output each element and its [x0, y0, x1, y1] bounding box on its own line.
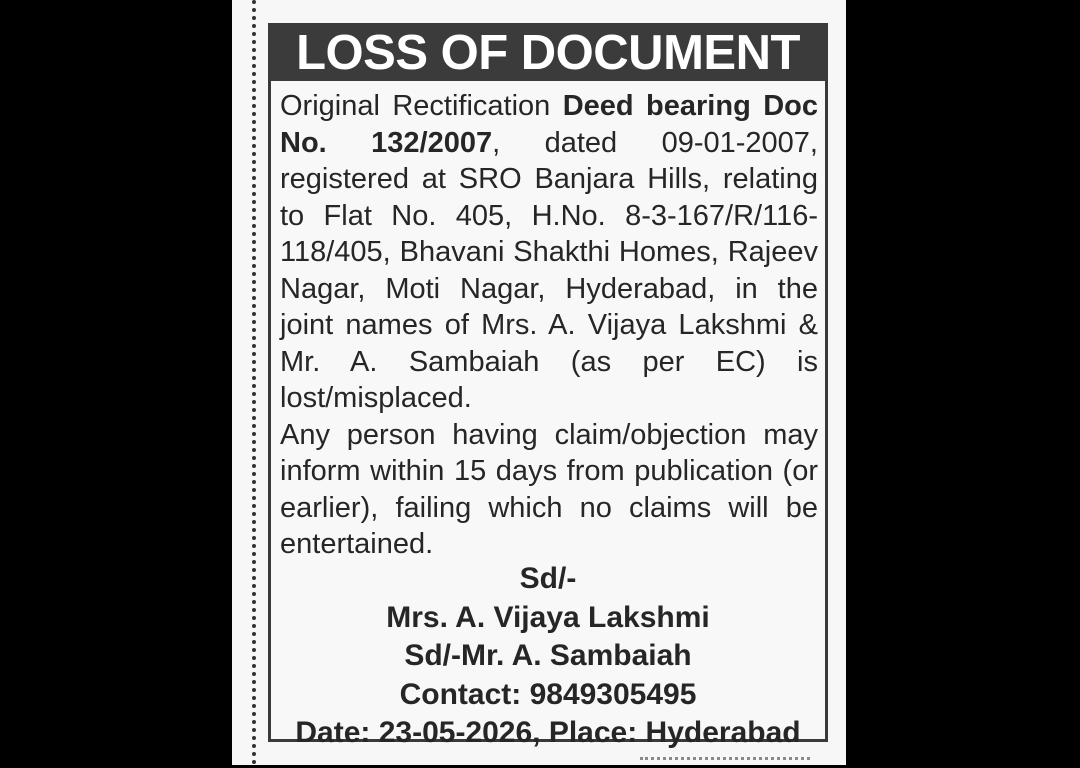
notice-headline: LOSS OF DOCUMENT — [271, 26, 825, 81]
date-place: Date: 23-05-2026, Place: Hyderabad — [295, 716, 801, 749]
notice-body — [280, 88, 818, 563]
notice-signoff — [271, 560, 825, 753]
cropped-text-fragment — [640, 757, 810, 768]
column-divider — [252, 0, 256, 765]
details-lead: Original Rectification — [280, 90, 563, 122]
signature-mark: Sd/- — [519, 562, 577, 595]
classified-notice — [268, 23, 828, 749]
signatory-name-2: Sd/-Mr. A. Sambaiah — [404, 639, 692, 672]
signatory-name-1: Mrs. A. Vijaya Lakshmi — [386, 600, 710, 634]
notice-paragraph-claims: Any person having claim/objection may inform within 15 days from publication (or earlier), failing which no claims will be entertained. — [280, 418, 818, 560]
contact-number: Contact: 9849305495 — [399, 677, 697, 711]
document-reference: Deed bearing Doc No. 132/2007 — [280, 90, 818, 159]
details-rest: , dated 09-01-2007, registered at SRO Banjara Hills, relating to Flat No. 405, H.No. 8-3-167/R/116-118/405, Bhavani Shakthi Homes, Rajeev Nagar, Moti Nagar, Hyderabad, in the joint names of Mrs. A. Vijaya Lakshmi & Mr. A. Sambaiah (as per EC) is lost/misplaced. — [280, 126, 818, 414]
notice-paragraph-details — [280, 88, 818, 417]
